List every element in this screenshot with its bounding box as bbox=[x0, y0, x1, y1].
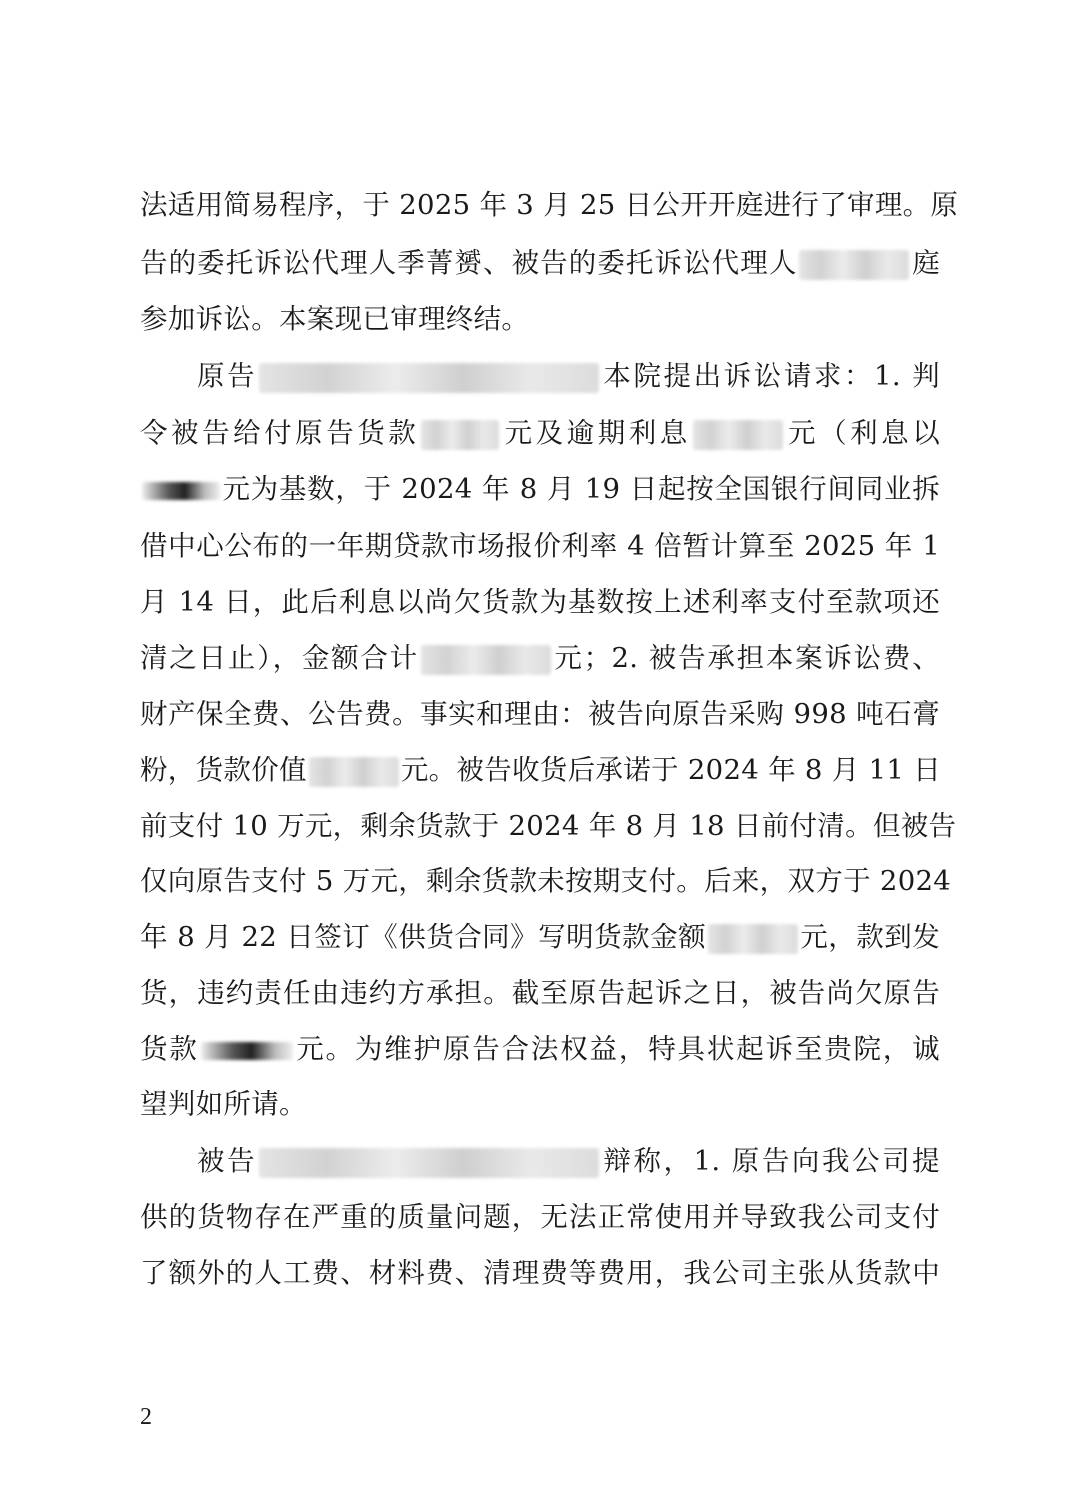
text-line-7 bbox=[140, 526, 940, 566]
text-line-5 bbox=[140, 413, 940, 453]
text-line-20 bbox=[140, 1253, 940, 1293]
text-segment: 粉，货款价值 bbox=[140, 754, 307, 786]
redaction-blur bbox=[693, 420, 783, 450]
text-segment: 货款 bbox=[140, 1033, 199, 1065]
text-segment: 仅向原告支付 5 万元，剩余货款未按期支付。后来，双方于 2024 bbox=[140, 865, 952, 897]
text-line-12 bbox=[140, 806, 957, 846]
text-segment: 前支付 10 万元，剩余货款于 2024 年 8 月 18 日前付清。但被告 bbox=[140, 810, 957, 842]
redaction-blur bbox=[799, 250, 909, 280]
text-line-4 bbox=[197, 356, 940, 396]
text-segment: 元。为维护原告合法权益，特具状起诉至贵院，诚 bbox=[294, 1033, 940, 1065]
text-segment: 元，款到发 bbox=[800, 921, 941, 953]
page-number: 2 bbox=[140, 1404, 152, 1430]
text-segment: 借中心公布的一年期贷款市场报价利率 4 倍暂计算至 2025 年 1 bbox=[140, 530, 940, 562]
redaction-blur bbox=[259, 1148, 599, 1178]
redaction-blur bbox=[421, 420, 499, 450]
redaction-blur bbox=[421, 645, 551, 675]
redaction-blur bbox=[142, 482, 220, 500]
text-line-3 bbox=[140, 299, 529, 339]
redaction-blur bbox=[708, 924, 798, 954]
text-line-11 bbox=[140, 750, 940, 790]
text-line-1 bbox=[140, 185, 959, 225]
text-segment: 本院提出诉讼请求：1. 判 bbox=[601, 360, 940, 392]
redaction-blur bbox=[309, 757, 399, 787]
text-segment: 告的委托诉讼代理人季菁赟、被告的委托诉讼代理人 bbox=[140, 247, 798, 279]
text-line-6 bbox=[140, 469, 940, 509]
text-line-17 bbox=[140, 1084, 307, 1124]
redaction-blur bbox=[201, 1042, 293, 1060]
text-line-8 bbox=[140, 582, 940, 622]
text-segment: 辩称，1. 原告向我公司提 bbox=[601, 1145, 940, 1177]
text-line-14 bbox=[140, 917, 940, 957]
text-segment: 供的货物存在严重的质量问题，无法正常使用并导致我公司支付 bbox=[140, 1201, 940, 1233]
text-line-13 bbox=[140, 861, 952, 901]
text-line-2 bbox=[140, 243, 940, 283]
text-segment: 参加诉讼。本案现已审理终结。 bbox=[140, 303, 530, 335]
redaction-blur bbox=[259, 363, 599, 393]
text-segment: 元（利息以 bbox=[784, 417, 940, 449]
text-segment: 财产保全费、公告费。事实和理由：被告向原告采购 998 吨石膏 bbox=[140, 698, 940, 730]
text-segment: 元。被告收货后承诺于 2024 年 8 月 11 日 bbox=[400, 754, 942, 786]
text-segment: 月 14 日，此后利息以尚欠货款为基数按上述利率支付至款项还 bbox=[140, 586, 940, 618]
text-segment: 元及逾期利息 bbox=[501, 417, 691, 449]
text-segment: 望判如所请。 bbox=[140, 1088, 307, 1120]
text-line-9 bbox=[140, 638, 940, 678]
text-line-19 bbox=[140, 1197, 940, 1237]
text-line-10 bbox=[140, 694, 940, 734]
text-segment: 清之日止），金额合计 bbox=[140, 642, 419, 674]
text-line-18 bbox=[197, 1141, 940, 1181]
text-segment: 原告 bbox=[197, 360, 258, 392]
text-segment: 元；2. 被告承担本案诉讼费、 bbox=[552, 642, 940, 674]
text-segment: 庭 bbox=[911, 247, 940, 279]
text-segment: 法适用简易程序，于 2025 年 3 月 25 日公开开庭进行了审理。原 bbox=[140, 189, 959, 221]
text-segment: 元为基数，于 2024 年 8 月 19 日起按全国银行间同业拆 bbox=[222, 473, 940, 505]
text-segment: 了额外的人工费、材料费、清理费等费用，我公司主张从货款中 bbox=[140, 1257, 940, 1289]
text-segment: 年 8 月 22 日签订《供货合同》写明货款金额 bbox=[140, 921, 707, 953]
text-line-15 bbox=[140, 973, 940, 1013]
text-segment: 被告 bbox=[197, 1145, 258, 1177]
text-line-16 bbox=[140, 1029, 940, 1069]
text-segment: 货，违约责任由违约方承担。截至原告起诉之日，被告尚欠原告 bbox=[140, 977, 940, 1009]
text-segment: 令被告给付原告货款 bbox=[140, 417, 420, 449]
